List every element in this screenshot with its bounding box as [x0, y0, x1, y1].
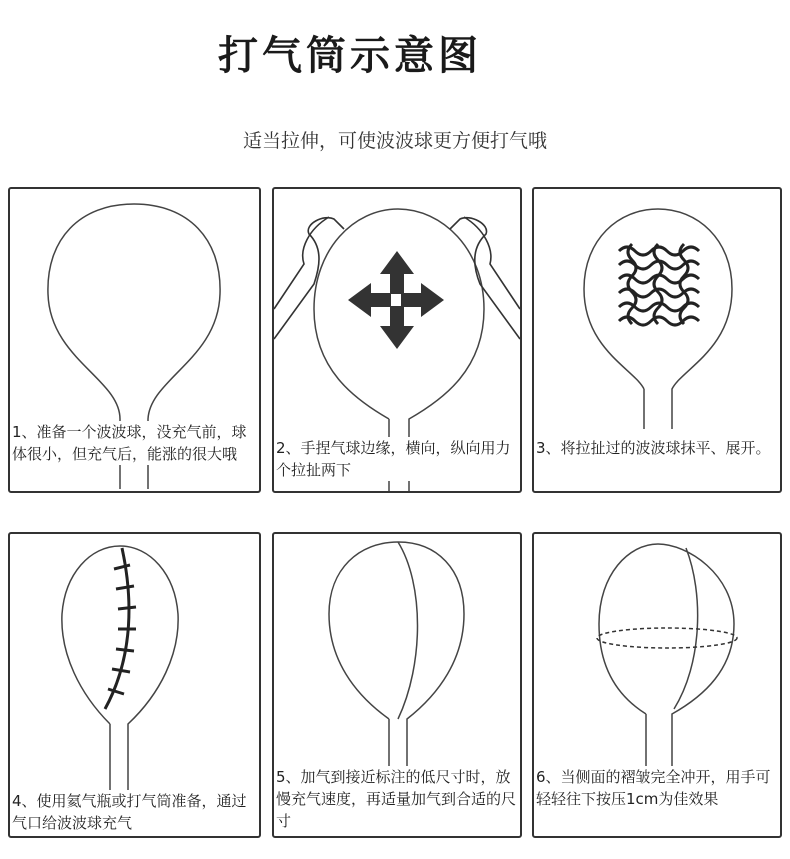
step-panel-5: [272, 532, 522, 838]
step-panel-3: [532, 187, 782, 493]
step-panel-2: [272, 187, 522, 493]
page-subtitle: 适当拉伸，可使波波球更方便打气哦: [242, 130, 547, 152]
wrinkle-texture: [619, 244, 699, 325]
step-caption-2: 2、手捏气球边缘，横向，纵向用力个拉扯两下: [276, 437, 518, 481]
step-panel-1: [8, 187, 261, 493]
step-caption-3: 3、将拉扯过的波波球抹平、展开。: [536, 437, 778, 459]
seam-stitch: [105, 548, 136, 709]
page-title: 打气筒示意图: [218, 33, 482, 79]
four-way-arrow-icon: [348, 251, 444, 349]
step-caption-6: 6、当侧面的褶皱完全冲开，用手可轻轻往下按压1cm为佳效果: [536, 766, 778, 810]
step-caption-1: 1、准备一个波波球，没充气前，球体很小，但充气后，能涨的很大哦: [12, 421, 257, 465]
step-panel-6: [532, 532, 782, 838]
step-caption-5: 5、加气到接近标注的低尺寸时，放慢充气速度，再适量加气到合适的尺寸: [276, 768, 517, 830]
step-panel-4: [8, 532, 261, 838]
press-line: [597, 628, 737, 648]
step-caption-4: 4、使用氦气瓶或打气筒准备，通过气口给波波球充气: [12, 790, 257, 834]
